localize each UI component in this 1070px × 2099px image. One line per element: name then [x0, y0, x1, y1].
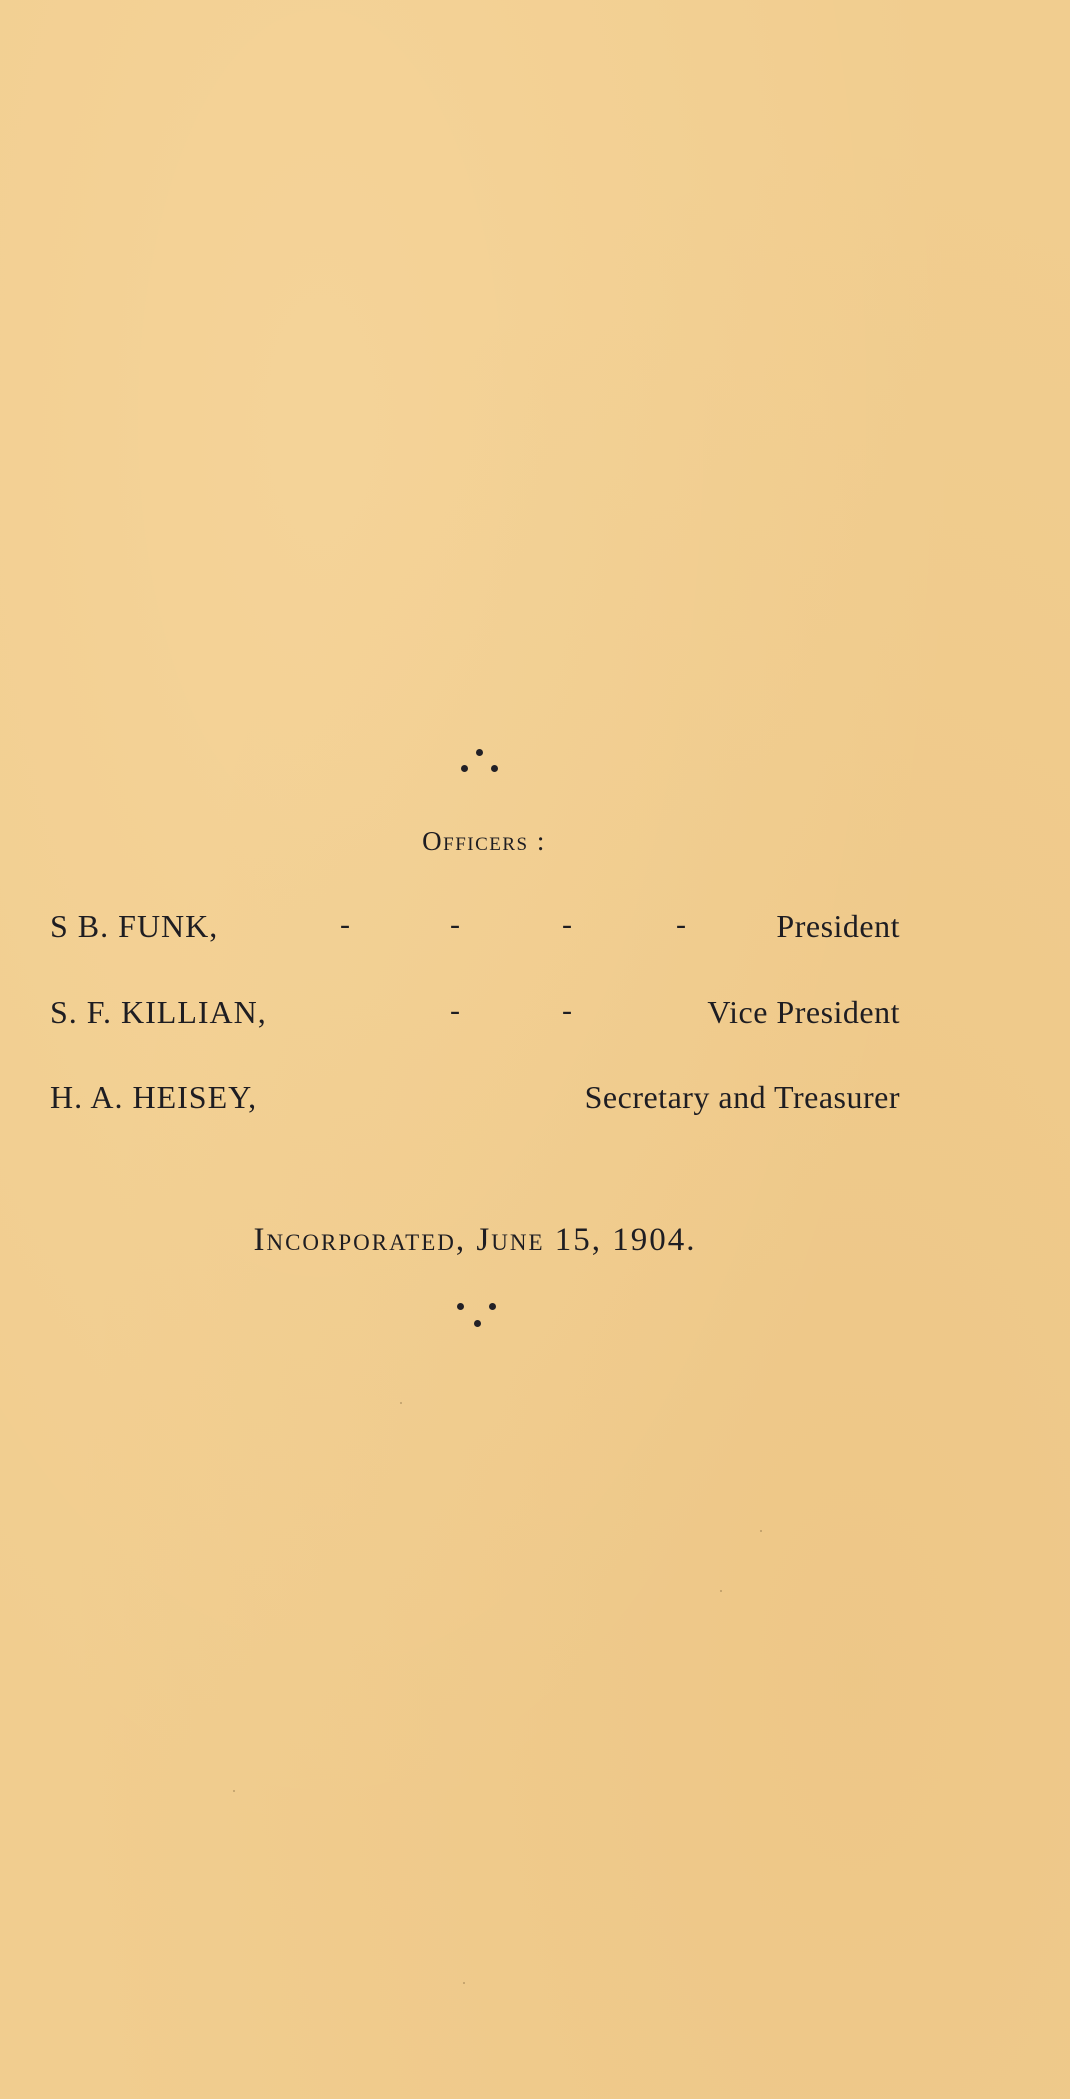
ornament-dot	[474, 1320, 481, 1327]
paper-speck	[463, 1982, 465, 1984]
three-dot-ornament-icon	[460, 749, 500, 779]
ornament-dot	[476, 749, 483, 756]
incorporation-date: Incorporated, June 15, 1904.	[253, 1222, 697, 1258]
leader-dash: -	[562, 994, 573, 1027]
officer-row-president	[50, 908, 900, 948]
leader-dash: -	[676, 908, 687, 941]
officer-title: Vice President	[707, 994, 900, 1030]
paper-speck	[720, 1590, 722, 1592]
paper-speck	[760, 1530, 762, 1532]
officer-title: Secretary and Treasurer	[584, 1079, 900, 1115]
three-dot-ornament-icon	[456, 1303, 496, 1333]
officer-name: H. A. HEISEY,	[50, 1079, 258, 1115]
officer-name: S. F. KILLIAN,	[50, 994, 267, 1030]
leader-dash: -	[562, 908, 573, 941]
ornament-dot	[461, 765, 468, 772]
paper-speck	[400, 1402, 402, 1404]
officer-name: S B. FUNK,	[50, 908, 219, 944]
paper-speck	[233, 1790, 235, 1792]
leader-dash: -	[450, 908, 461, 941]
ornament-dot	[491, 765, 498, 772]
ornament-dot	[489, 1303, 496, 1310]
officer-row-secretary-treasurer	[50, 1079, 900, 1119]
ornament-dot	[457, 1303, 464, 1310]
officer-title: President	[776, 908, 900, 944]
officers-heading: Officers :	[422, 826, 546, 856]
officer-row-vice-president	[50, 994, 900, 1034]
leader-dash: -	[450, 994, 461, 1027]
leader-dash: -	[340, 908, 351, 941]
